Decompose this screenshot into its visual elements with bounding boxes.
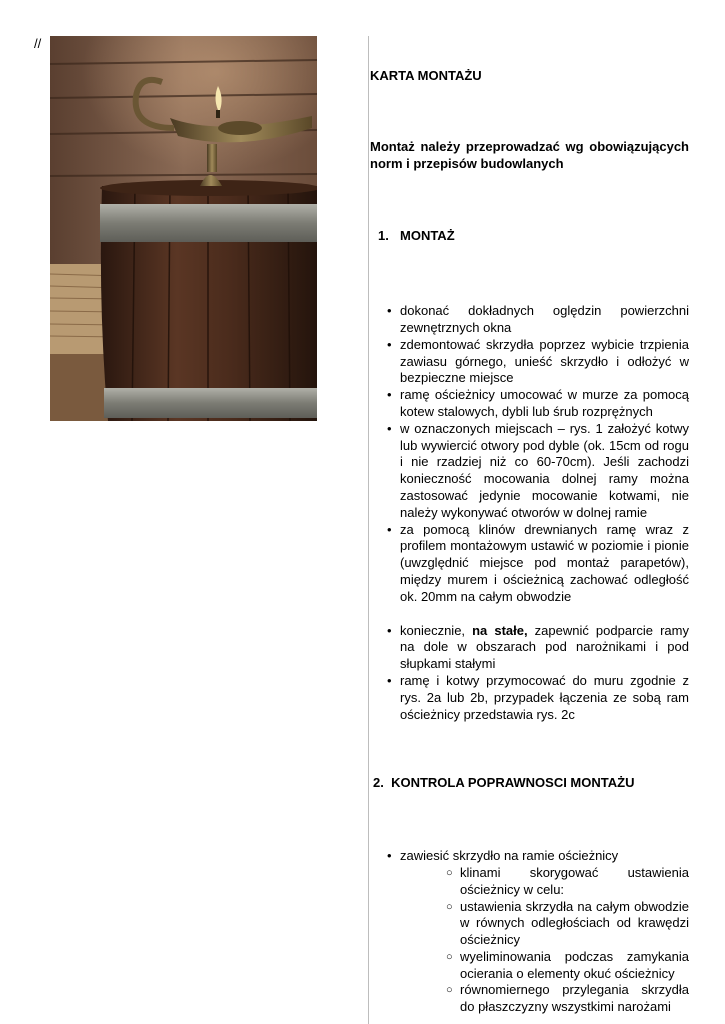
sublist-item bbox=[430, 982, 689, 1016]
section-2-sublist bbox=[430, 865, 689, 1016]
sublist-item-text: klinami skorygować ustawienia ościeżnicy w celu: bbox=[460, 864, 689, 897]
section-1-list-continued bbox=[370, 623, 689, 724]
bullet-icon: • bbox=[387, 387, 392, 403]
sublist-item bbox=[430, 949, 689, 983]
list-item bbox=[370, 673, 689, 723]
circle-bullet-icon: ○ bbox=[446, 900, 453, 913]
section-1-list bbox=[370, 303, 689, 605]
intro-paragraph: Montaż należy przeprowadzać wg obowiązujących norm i przepisów budowlanych bbox=[370, 138, 689, 171]
list-item-text: ramę i kotwy przymocować do muru zgodnie z rys. 2a lub 2b, przypadek łączenia ze sobą ram ościeżnicy przedstawia rys. 2c bbox=[400, 672, 689, 722]
list-item bbox=[370, 522, 689, 606]
list-item-text: ramę ościeżnicy umocować w murze za pomocą kotew stalowych, dybli lub śrub rozprężnych bbox=[400, 387, 689, 419]
list-item-text: zawiesić skrzydło na ramie ościeżnicy bbox=[400, 848, 619, 864]
section-2-title: KONTROLA POPRAWNOSCI MONTAŻU bbox=[391, 775, 635, 791]
sublist-item-text: równomiernego przylegania skrzydła do płaszczyzny wszystkimi narożami bbox=[460, 982, 689, 1015]
corner-mark: // bbox=[34, 36, 42, 51]
section-1-number: 1. bbox=[378, 228, 389, 244]
list-item bbox=[370, 337, 689, 387]
list-item-text: dokonać dokładnych oględzin powierzchni zewnętrznych okna bbox=[400, 303, 689, 335]
section-1-title: MONTAŻ bbox=[400, 228, 455, 244]
bullet-icon: • bbox=[387, 303, 392, 319]
sublist-item-text: wyeliminowania podczas zamykania ocierania o elementy okuć ościeżnicy bbox=[460, 948, 689, 981]
document-title: KARTA MONTAŻU bbox=[370, 68, 482, 83]
column-divider bbox=[368, 36, 369, 1024]
bullet-icon: • bbox=[387, 672, 392, 688]
bullet-icon: • bbox=[387, 336, 392, 352]
assembly-card bbox=[370, 68, 689, 1016]
list-item bbox=[370, 623, 689, 673]
section-2-number: 2. bbox=[373, 775, 384, 791]
circle-bullet-icon: ○ bbox=[446, 866, 453, 879]
bullet-icon: • bbox=[387, 521, 392, 537]
list-item bbox=[370, 303, 689, 337]
sublist-item-text: ustawienia skrzydła na całym obwodzie w równych odległościach od krawędzi ościeżnicy bbox=[460, 898, 689, 948]
bullet-icon: • bbox=[387, 622, 392, 638]
list-item bbox=[370, 421, 689, 522]
sublist-item bbox=[430, 899, 689, 949]
section-2-list bbox=[370, 848, 689, 1016]
list-item-text: w oznaczonych miejscach – rys. 1 założyć kotwy lub wywiercić otwory pod dyble (ok. 15cm od rogu i nie rzadziej niż co 60-70cm). Jeśli zachodzi konieczność mocowania dolnej ramy można zastosować jedynie mocowanie kotwami, nie należy wykonywać otworów w dolnej ramie bbox=[400, 420, 689, 520]
emphasis-text: na stałe, bbox=[472, 622, 528, 638]
bullet-icon: • bbox=[387, 420, 392, 436]
list-item-text: zdemontować skrzydła poprzez wybicie trzpienia zawiasu górnego, unieść skrzydło i odłożyć w bezpieczne miejsce bbox=[400, 336, 689, 386]
list-item-text: koniecznie, na stałe, zapewnić podparcie ramy na dole w obszarach pod narożnikami i pod słupkami stałymi bbox=[400, 622, 689, 672]
circle-bullet-icon: ○ bbox=[446, 984, 453, 997]
section-2-heading bbox=[373, 775, 689, 792]
lamp-barrel-photo bbox=[50, 36, 317, 421]
list-item bbox=[370, 848, 689, 1016]
bullet-icon: • bbox=[387, 848, 392, 864]
list-item bbox=[370, 387, 689, 421]
sublist-item bbox=[430, 865, 689, 899]
circle-bullet-icon: ○ bbox=[446, 950, 453, 963]
section-1-heading bbox=[378, 228, 689, 245]
list-item-text: za pomocą klinów drewnianych ramę wraz z profilem montażowym ustawić w poziomie i pionie (uwzględnić miejsce pod montaż parapetów), między murem i ościeżnicą zachować odległość ok. 20mm na całym obwodzie bbox=[400, 521, 689, 604]
